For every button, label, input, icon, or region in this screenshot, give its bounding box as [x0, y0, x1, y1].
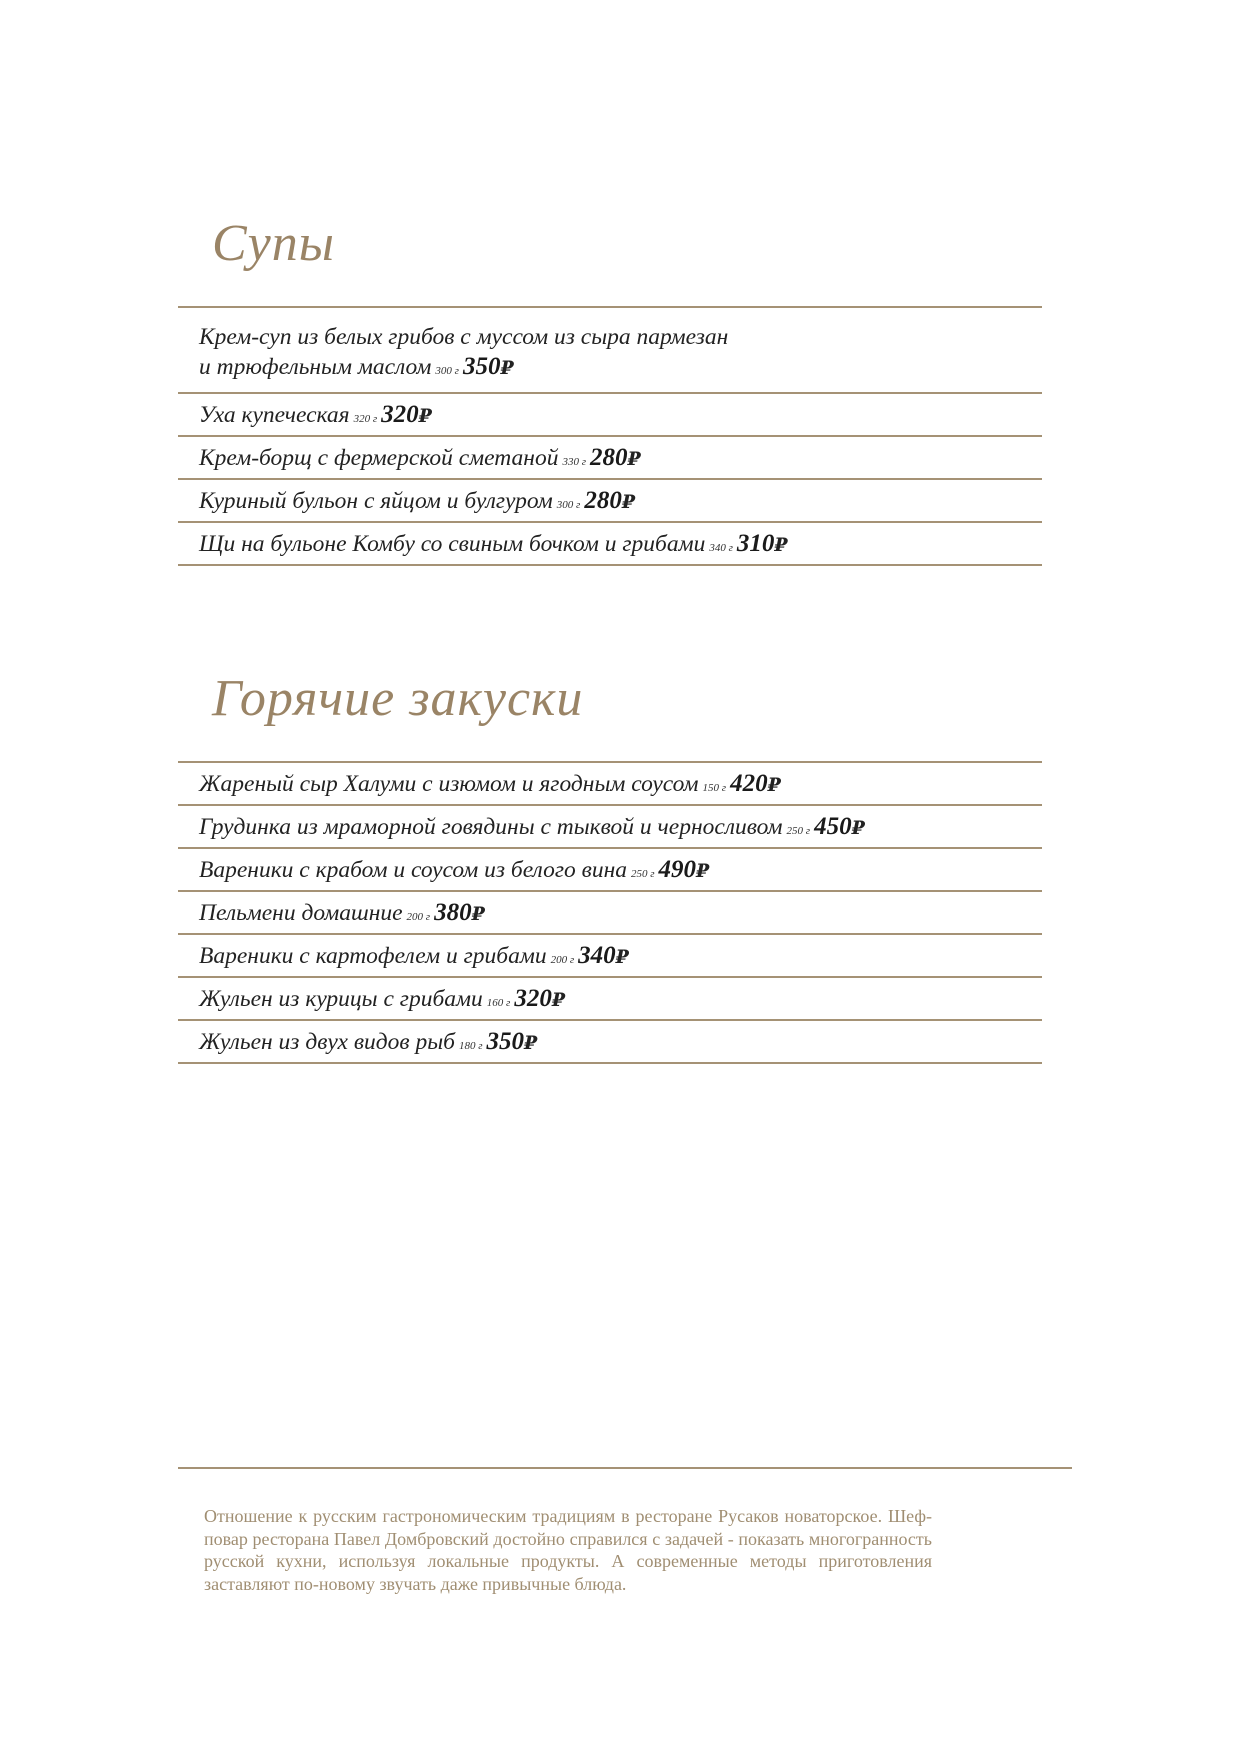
- menu-item-weight: 160 г: [486, 997, 511, 1009]
- ruble-icon: ₽: [627, 449, 641, 470]
- menu-item-name: Вареники с картофелем и грибами 200 г 340₽: [199, 942, 629, 969]
- menu-item: [178, 978, 1042, 1021]
- menu-item: [178, 437, 1042, 480]
- menu-item: [178, 806, 1042, 849]
- menu-item: [178, 308, 1042, 394]
- menu-item-weight: 300 г: [556, 499, 581, 511]
- ruble-icon: ₽: [418, 406, 432, 427]
- menu-item: [178, 1021, 1042, 1064]
- menu-item-weight: 320 г: [353, 413, 378, 425]
- menu-item-price: 280: [584, 487, 622, 514]
- menu-item-weight: 340 г: [709, 542, 733, 554]
- menu-item-price: 350: [462, 353, 501, 380]
- soups-list: [178, 308, 1042, 566]
- hot-appetizers-list: [178, 763, 1042, 1064]
- ruble-icon: ₽: [551, 990, 566, 1011]
- menu-item: [178, 892, 1042, 935]
- menu-item-price: 320: [514, 985, 552, 1012]
- menu-item-name: Жареный сыр Халуми с изюмом и ягодным соусом 150 г 420₽: [199, 770, 781, 797]
- menu-item: [178, 935, 1042, 978]
- menu-item-name: Уха купеческая 320 г 320₽: [199, 401, 432, 428]
- menu-item-weight: 300 г: [435, 365, 459, 377]
- menu-item-weight: 150 г: [702, 782, 727, 794]
- soups-title: Супы: [212, 215, 335, 272]
- ruble-icon: ₽: [524, 1033, 538, 1054]
- menu-item: [178, 394, 1042, 437]
- menu-item-price: 420: [730, 770, 768, 797]
- menu-item-name: Крем-суп из белых грибов с муссом из сыра пармезан: [199, 324, 729, 350]
- footer-rule: [178, 1467, 1072, 1469]
- hot-appetizers-section: [178, 668, 1042, 1064]
- ruble-icon: ₽: [471, 904, 485, 925]
- menu-item-name: Жульен из курицы с грибами 160 г 320₽: [199, 985, 566, 1012]
- ruble-icon: ₽: [774, 535, 788, 556]
- ruble-icon: ₽: [500, 358, 514, 379]
- menu-item-weight: 180 г: [459, 1040, 483, 1052]
- menu-item-price: 320: [381, 401, 419, 428]
- menu-item-price: 350: [486, 1028, 525, 1055]
- menu-item-price: 340: [578, 942, 616, 969]
- footer-text: Отношение к русским гастрономическим традициям в ресторане Русаков новаторское. Шеф-повар ресторана Павел Домбровский достойно справился с задачей - показать многогранность русской кухни, используя локальные продукты. А современные методы приготовления заставляют по-новому звучать даже привычные блюда.: [204, 1506, 932, 1594]
- ruble-icon: ₽: [621, 492, 636, 513]
- ruble-icon: ₽: [696, 861, 710, 882]
- menu-item-weight: 200 г: [406, 911, 431, 923]
- menu-item-name: Жульен из двух видов рыб 180 г 350₽: [199, 1028, 538, 1055]
- menu-item-name: Щи на бульоне Комбу со свиным бочком и грибами 340 г 310₽: [199, 530, 788, 557]
- hot-appetizers-title: Горячие закуски: [212, 670, 584, 727]
- menu-item: [178, 849, 1042, 892]
- menu-item-weight: 200 г: [550, 954, 575, 966]
- menu-item-name: Крем-борщ с фермерской сметаной 330 г 280₽: [199, 444, 641, 471]
- menu-item-price: 310: [736, 530, 775, 557]
- menu-item-weight: 250 г: [786, 825, 811, 837]
- menu-item-price: 380: [434, 899, 472, 926]
- menu-item-price: 450: [814, 813, 852, 840]
- soups-section: [178, 212, 1042, 566]
- menu-item: [178, 480, 1042, 523]
- ruble-icon: ₽: [615, 947, 629, 968]
- menu-item-name: и трюфельным маслом 300 г 350₽: [199, 353, 514, 380]
- menu-item-name: Куриный бульон с яйцом и булгуром 300 г 280₽: [199, 487, 636, 514]
- menu-item: [178, 523, 1042, 566]
- menu-item-price: 280: [590, 444, 628, 471]
- menu-item-weight: 250 г: [631, 868, 655, 880]
- menu-item-name: Пельмени домашние 200 г 380₽: [199, 899, 485, 926]
- ruble-icon: ₽: [767, 775, 781, 796]
- menu-item: [178, 763, 1042, 806]
- menu-item-name: Вареники с крабом и соусом из белого вина 250 г 490₽: [199, 856, 710, 883]
- menu-item-price: 490: [658, 856, 697, 883]
- menu-item-weight: 330 г: [562, 456, 586, 468]
- ruble-icon: ₽: [851, 818, 865, 839]
- menu-item-name: Грудинка из мраморной говядины с тыквой и черносливом 250 г 450₽: [199, 813, 865, 840]
